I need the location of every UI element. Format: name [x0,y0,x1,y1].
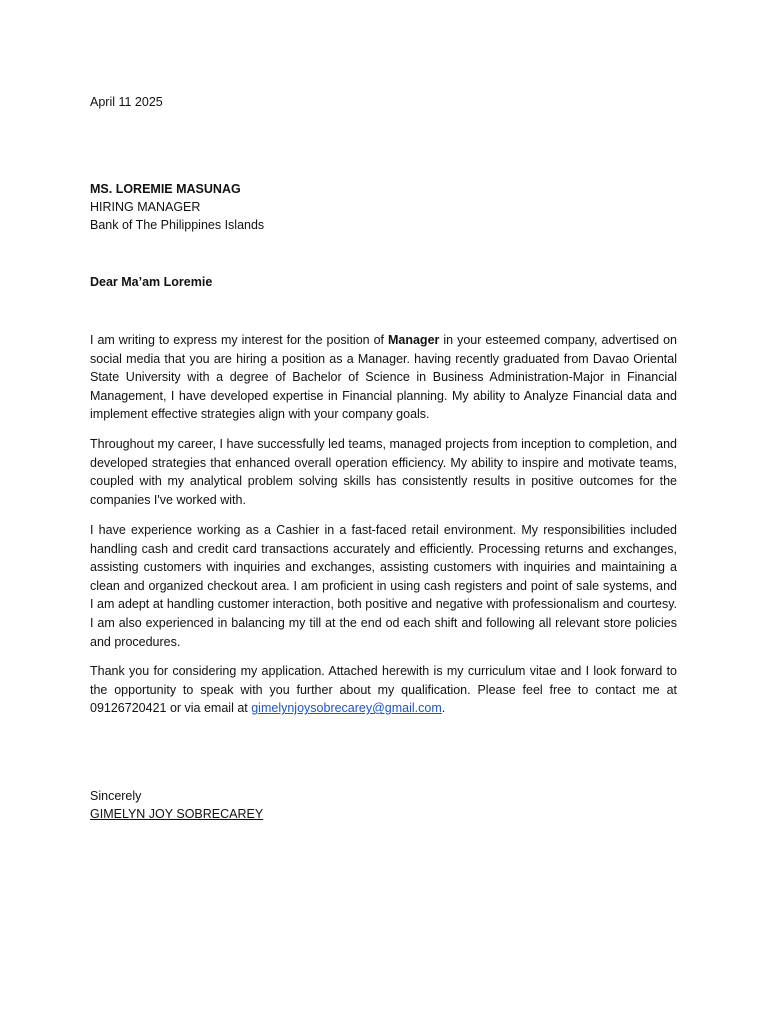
recipient-name: MS. LOREMIE MASUNAG [90,182,241,196]
paragraph-4-end: . [441,701,446,716]
paragraph-1-rest: in your esteemed company, advertised on social media that you are hiring a position as a Manager. having recently graduated from Davao Oriental State University with a degree of Bachelor of Science in Business Administration-Major in Financial Management, I have developed expertise in Financial planning. My ability to Analyze Financial data and implement effective strategies align with your company goals. [90,333,678,422]
paragraph-4-text: Thank you for considering my application. Attached herewith is my curriculum vitae and I look forward to the opportunity to speak with you further about my qualification. Please feel free to contact me at 09126720421 or via email at [90,664,677,716]
closing: Sincerely [90,789,142,803]
paragraph-4 [90,662,677,718]
paragraph-1 [90,331,677,424]
recipient-title: HIRING MANAGER [90,200,201,214]
salutation: Dear Ma’am Loremie [90,275,213,289]
signature-name: GIMELYN JOY SOBRECAREY [90,807,264,821]
paragraph-3: I have experience working as a Cashier in a fast-faced retail environment. My responsibilities included handling cash and credit card transactions accurately and efficiently. Processing returns and exchanges, assisting customers with inquiries and exchanges, assisting customers with inquiries and maintaining a clean and organized checkout area. I am proficient in using cash registers and point of sale systems, and I am adept at handling customer interaction, both positive and negative with professionalism and courtesy. I am also experienced in balancing my till at the end od each shift and following all relevant store policies and procedures. [90,523,677,649]
email-link[interactable]: gimelynjoysobrecarey@gmail.com [251,701,442,716]
letter-date: April 11 2025 [90,95,163,109]
recipient-company: Bank of The Philippines Islands [90,218,265,232]
paragraph-2: Throughout my career, I have successfully led teams, managed projects from inception to completion, and developed strategies that enhanced overall operation efficiency. My ability to inspire and motivate teams, coupled with my analytical problem solving skills has consistently results in positive outcomes for the companies I've worked with. [90,437,677,507]
paragraph-1-intro: I am writing to express my interest for the position of [90,333,388,347]
position-title: Manager [387,333,440,347]
